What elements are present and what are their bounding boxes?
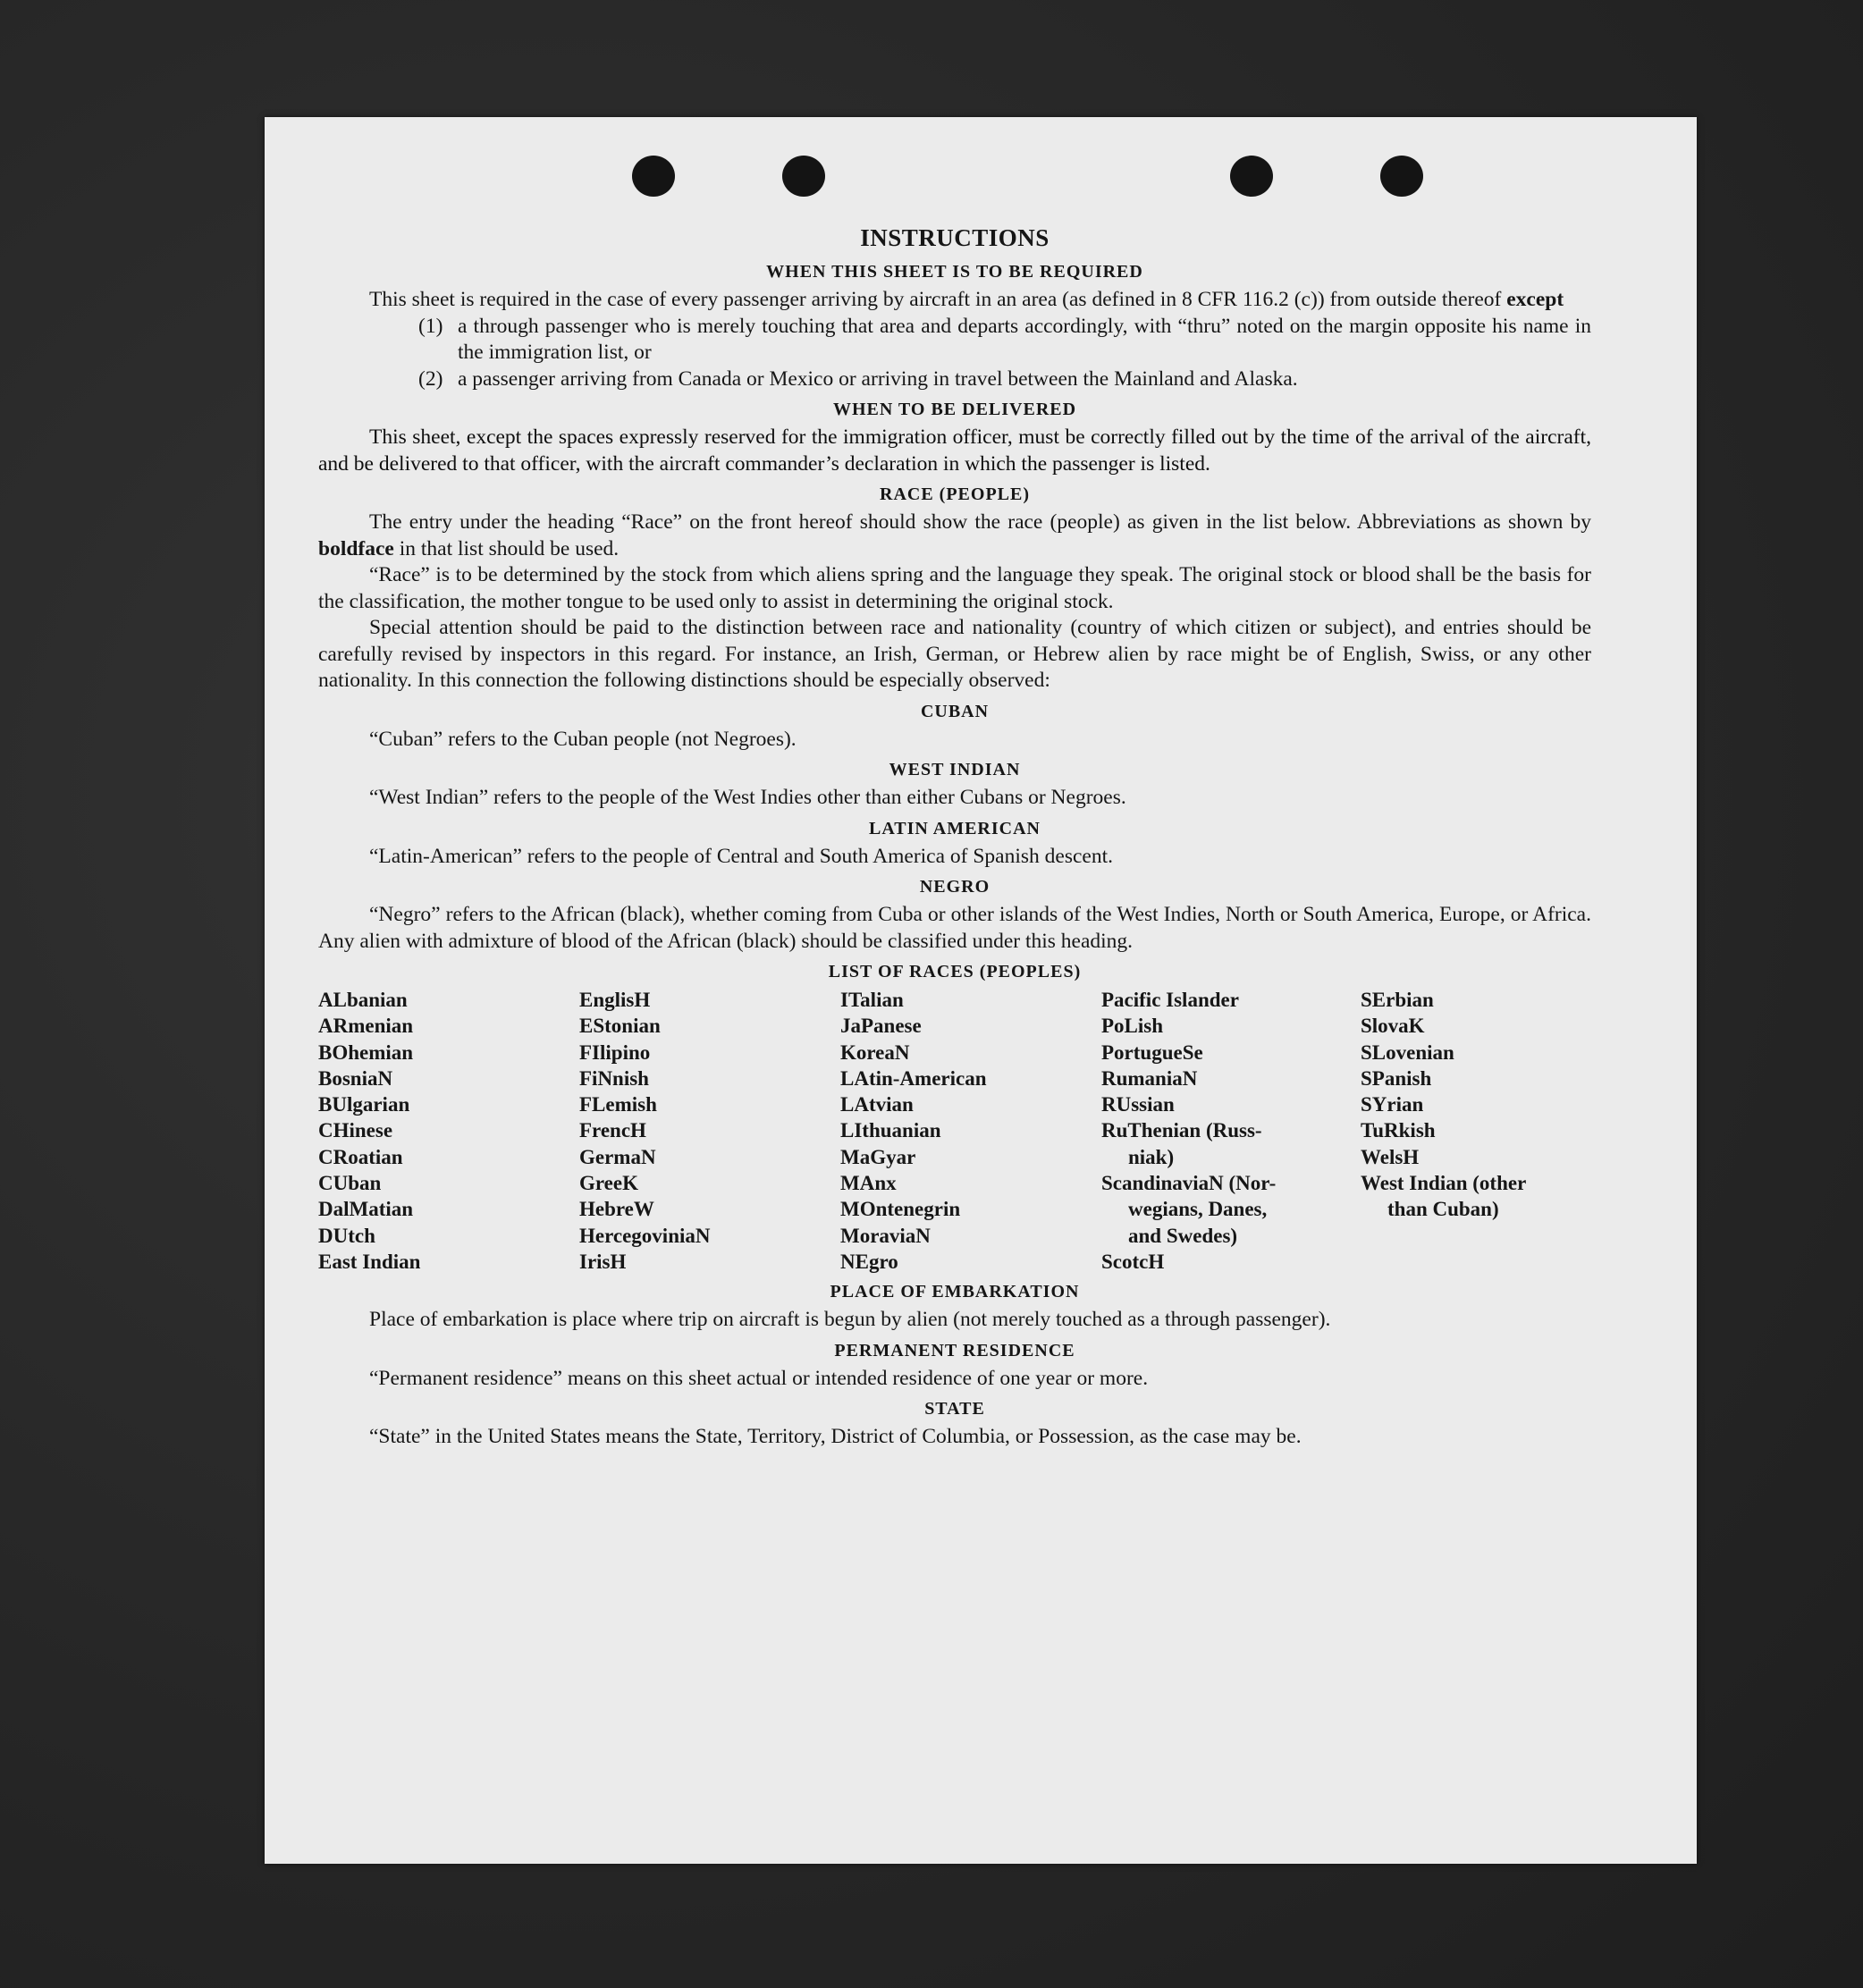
exception-text: a through passenger who is merely touching that area and departs accordingly, with “thru” noted on the margin opposite his name in the immigration list, or bbox=[458, 314, 1591, 364]
section-heading-cuban: CUBAN bbox=[920, 701, 990, 721]
exception-item-1 bbox=[318, 314, 1591, 366]
section-heading-residence: PERMANENT RESIDENCE bbox=[834, 1340, 1075, 1360]
race-entry-continued: wegians, Danes, bbox=[1128, 1198, 1268, 1221]
race-entry: NEgro bbox=[840, 1250, 898, 1273]
race-entry: RumaniaN bbox=[1101, 1066, 1198, 1090]
required-intro-text: This sheet is required in the case of every passenger arriving by aircraft in an area (as defined in 8 CFR 116.2 (c)) from outside thereof bbox=[369, 288, 1507, 311]
race-entry: MOntenegrin bbox=[840, 1198, 961, 1221]
race-entry: SlovaK bbox=[1361, 1015, 1425, 1038]
race-entry: Pacific Islander bbox=[1101, 989, 1239, 1011]
negro-text: “Negro” refers to the African (black), whether coming from Cuba or other islands of the West Indies, North or South America, Europe, or Africa. Any alien with admixture of blood of the African (black) should be classified under this heading. bbox=[318, 903, 1591, 953]
race-entry-continued: than Cuban) bbox=[1387, 1198, 1499, 1221]
race-entry: PoLish bbox=[1101, 1015, 1164, 1038]
section-heading-latin-american: LATIN AMERICAN bbox=[869, 818, 1041, 838]
section-heading-required: WHEN THIS SHEET IS TO BE REQUIRED bbox=[766, 262, 1143, 282]
race-entry: LAtvian bbox=[840, 1093, 914, 1116]
race-entry: CHinese bbox=[318, 1119, 393, 1142]
west-indian-text: “West Indian” refers to the people of the West Indies other than either Cubans or Negroes. bbox=[369, 786, 1126, 809]
race-p1-boldface: boldface bbox=[318, 536, 394, 560]
race-entry: FLemish bbox=[579, 1093, 657, 1116]
race-entry: RuThenian (Russ- bbox=[1101, 1119, 1262, 1142]
punch-hole bbox=[1230, 156, 1273, 197]
race-entry: MaGyar bbox=[840, 1145, 916, 1168]
races-column-3 bbox=[840, 987, 1101, 1275]
race-entry: BOhemian bbox=[318, 1040, 414, 1064]
section-heading-west-indian: WEST INDIAN bbox=[889, 760, 1021, 779]
page-title: INSTRUCTIONS bbox=[860, 224, 1050, 251]
race-entry: East Indian bbox=[318, 1250, 421, 1273]
races-column-2 bbox=[579, 987, 840, 1275]
race-entry: ITalian bbox=[840, 989, 904, 1011]
race-entry: EnglisH bbox=[579, 989, 651, 1011]
race-entry: HercegoviniaN bbox=[579, 1224, 711, 1247]
race-entry: SPanish bbox=[1361, 1066, 1432, 1090]
embarkation-text: Place of embarkation is place where trip on aircraft is begun by alien (not merely touched as a through passenger). bbox=[369, 1308, 1331, 1332]
section-heading-negro: NEGRO bbox=[919, 877, 991, 897]
exception-number: (2) bbox=[418, 366, 443, 391]
exception-item-2 bbox=[318, 366, 1591, 393]
state-text: “State” in the United States means the State, Territory, District of Columbia, or Possession, as the case may be. bbox=[369, 1425, 1302, 1449]
race-paragraph-2: “Race” is to be determined by the stock from which aliens spring and the language they speak. The original stock or blood shall be the basis for the classification, the mother tongue to be used only to assist in determining the original stock. bbox=[318, 563, 1591, 613]
race-entry: TuRkish bbox=[1361, 1119, 1436, 1142]
race-entry: IrisH bbox=[579, 1250, 627, 1273]
instructions-content bbox=[318, 224, 1591, 1451]
race-paragraph-3: Special attention should be paid to the distinction between race and nationality (country of which citizen or subject), and entries should be carefully revised by inspectors in this regard. For instance, an Irish, German, or Hebrew alien by race might be of English, Swiss, or any other nationality. In this connection the following distinctions should be especially observed: bbox=[318, 616, 1591, 692]
race-entry-continued: niak) bbox=[1128, 1145, 1175, 1168]
section-heading-embarkation: PLACE OF EMBARKATION bbox=[830, 1282, 1080, 1302]
race-entry: ScandinaviaN (Nor- bbox=[1101, 1172, 1277, 1195]
required-intro-except: except bbox=[1506, 288, 1564, 311]
race-entry: FiNnish bbox=[579, 1066, 649, 1090]
race-entry: GermaN bbox=[579, 1145, 656, 1168]
race-entry: DUtch bbox=[318, 1224, 375, 1247]
section-heading-state: STATE bbox=[924, 1399, 985, 1419]
races-list bbox=[318, 987, 1591, 1275]
exception-text: a passenger arriving from Canada or Mexico or arriving in travel between the Mainland and Alaska. bbox=[458, 366, 1298, 391]
race-entry: ALbanian bbox=[318, 989, 408, 1011]
race-entry: SYrian bbox=[1361, 1093, 1424, 1116]
race-entry: CRoatian bbox=[318, 1145, 403, 1168]
race-entry: KoreaN bbox=[840, 1040, 910, 1064]
race-entry: LIthuanian bbox=[840, 1119, 941, 1142]
cuban-text: “Cuban” refers to the Cuban people (not Negroes). bbox=[369, 727, 797, 751]
section-heading-races-list: LIST OF RACES (PEOPLES) bbox=[828, 962, 1082, 981]
race-entry: WelsH bbox=[1361, 1145, 1420, 1168]
race-p1-text: The entry under the heading “Race” on the front hereof should show the race (people) as given in the list below. Abbreviations as shown by bbox=[369, 510, 1591, 534]
races-column-1 bbox=[318, 987, 579, 1275]
race-entry: GreeK bbox=[579, 1172, 638, 1195]
latin-american-text: “Latin-American” refers to the people of Central and South America of Spanish descent. bbox=[369, 844, 1114, 868]
race-entry-continued: and Swedes) bbox=[1128, 1224, 1238, 1247]
punch-hole bbox=[782, 156, 825, 197]
delivered-text: This sheet, except the spaces expressly reserved for the immigration officer, must be correctly filled out by the time of the arrival of the aircraft, and be delivered to that officer, with the aircraft commander’s declaration in which the passenger is listed. bbox=[318, 425, 1591, 476]
race-entry: PortugueSe bbox=[1101, 1040, 1203, 1064]
race-p1-text-end: in that list should be used. bbox=[393, 536, 620, 560]
document-sheet bbox=[265, 117, 1697, 1864]
race-entry: LAtin-American bbox=[840, 1066, 987, 1090]
race-entry: SErbian bbox=[1361, 989, 1434, 1011]
race-entry: JaPanese bbox=[840, 1015, 922, 1038]
exception-number: (1) bbox=[418, 314, 443, 338]
race-entry: FrencH bbox=[579, 1119, 646, 1142]
race-entry: BUlgarian bbox=[318, 1093, 410, 1116]
punch-hole bbox=[1380, 156, 1423, 197]
race-entry: CUban bbox=[318, 1172, 382, 1195]
races-column-5 bbox=[1361, 987, 1591, 1275]
race-entry: FIlipino bbox=[579, 1040, 651, 1064]
race-entry: RUssian bbox=[1101, 1093, 1175, 1116]
required-intro bbox=[318, 287, 1591, 314]
races-column-4 bbox=[1101, 987, 1361, 1275]
race-entry: MoraviaN bbox=[840, 1224, 931, 1247]
punch-hole bbox=[632, 156, 675, 197]
section-heading-race: RACE (PEOPLE) bbox=[880, 484, 1030, 504]
race-entry: ScotcH bbox=[1101, 1250, 1165, 1273]
race-paragraph-1 bbox=[318, 510, 1591, 562]
race-entry: West Indian (other bbox=[1361, 1172, 1527, 1195]
race-entry: EStonian bbox=[579, 1015, 661, 1038]
race-entry: MAnx bbox=[840, 1172, 897, 1195]
race-entry: SLovenian bbox=[1361, 1040, 1454, 1064]
race-entry: BosniaN bbox=[318, 1066, 393, 1090]
section-heading-delivered: WHEN TO BE DELIVERED bbox=[832, 400, 1077, 419]
residence-text: “Permanent residence” means on this sheet actual or intended residence of one year or more. bbox=[369, 1366, 1149, 1390]
race-entry: HebreW bbox=[579, 1198, 654, 1221]
race-entry: ARmenian bbox=[318, 1015, 414, 1038]
race-entry: DalMatian bbox=[318, 1198, 414, 1221]
